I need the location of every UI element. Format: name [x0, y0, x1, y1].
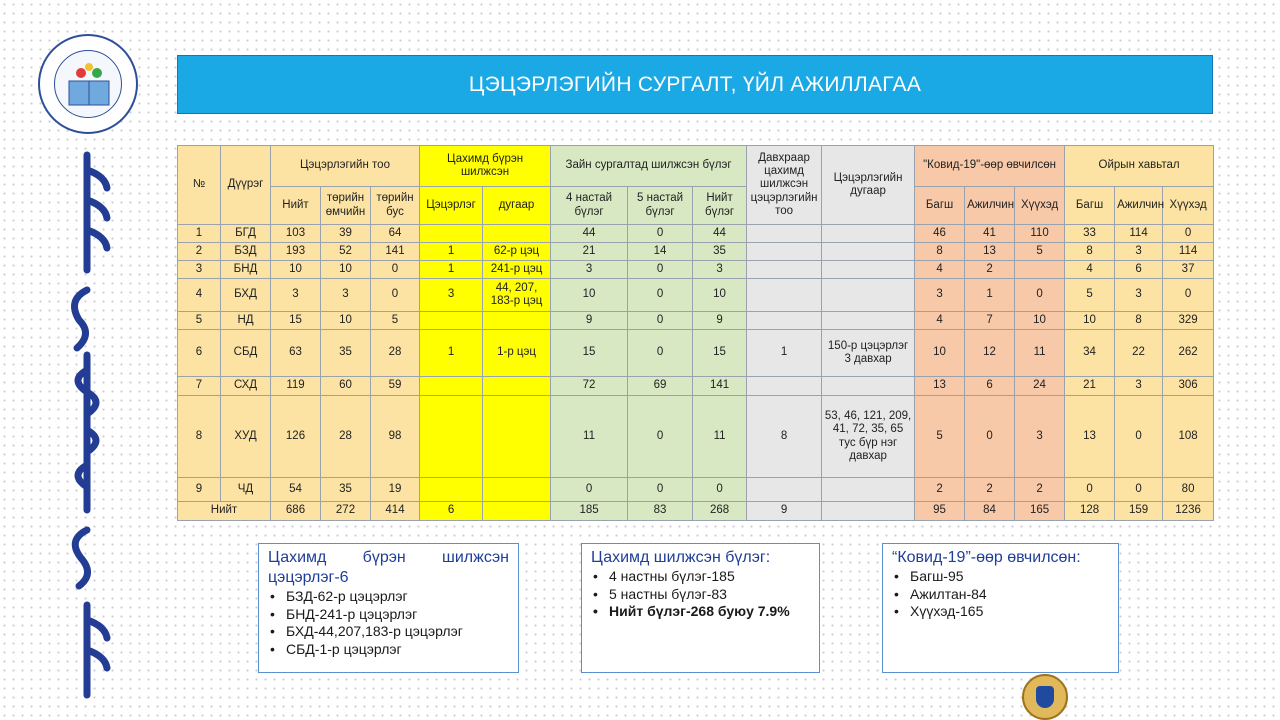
table-cell-fd — [747, 279, 822, 312]
table-cell-dnum: 44, 207, 183-р цэц — [483, 279, 551, 312]
table-cell-xc: 329 — [1163, 312, 1214, 330]
table-cell-state: 39 — [321, 225, 371, 243]
table-cell-a5: 0 — [628, 225, 693, 243]
list-item: • Багш-95 — [892, 568, 1109, 586]
table-cell-nonstate: 28 — [371, 330, 420, 377]
table-cell-ct: 2 — [915, 478, 965, 502]
table-cell-a4: 72 — [551, 377, 628, 396]
table-cell-fd — [747, 377, 822, 396]
table-cell-state: 35 — [321, 478, 371, 502]
header-floor-digital: Давхраар цахимд шилжсэн цэцэрлэгийн тоо — [747, 146, 822, 225]
table-row — [178, 279, 1214, 312]
table-cell-xs: 8 — [1115, 312, 1163, 330]
list-item: • СБД-1-р цэцэрлэг — [268, 641, 509, 659]
table-cell-ct: 4 — [915, 312, 965, 330]
table-cell-kn — [822, 279, 915, 312]
table-cell-a5: 0 — [628, 396, 693, 478]
header-contact-child: Хүүхэд — [1163, 187, 1214, 225]
header-contact: Ойрын хавьтал — [1065, 146, 1214, 187]
table-cell-no: 5 — [178, 312, 221, 330]
table-cell-dkg — [420, 478, 483, 502]
header-contact-teacher: Багш — [1065, 187, 1115, 225]
totals-cell: 83 — [628, 502, 693, 521]
table-cell-total: 10 — [271, 261, 321, 279]
table-cell-gt: 44 — [693, 225, 747, 243]
table-cell-dkg — [420, 396, 483, 478]
table-cell-state: 10 — [321, 312, 371, 330]
header-kg-numbers: Цэцэрлэгийн дугаар — [822, 146, 915, 225]
box1-list — [268, 588, 509, 658]
table-cell-total: 126 — [271, 396, 321, 478]
table-cell-dkg: 1 — [420, 330, 483, 377]
table-cell-dnum: 1-р цэц — [483, 330, 551, 377]
table-cell-cc: 110 — [1015, 225, 1065, 243]
digital-kg-summary-box — [258, 543, 519, 673]
table-cell-kn — [822, 261, 915, 279]
table-cell-a4: 11 — [551, 396, 628, 478]
table-cell-state: 60 — [321, 377, 371, 396]
table-cell-fd — [747, 261, 822, 279]
page-title: ЦЭЦЭРЛЭГИЙН СУРГАЛТ, ҮЙЛ АЖИЛЛАГАА — [177, 55, 1213, 114]
table-cell-cs: 13 — [965, 243, 1015, 261]
totals-cell: 6 — [420, 502, 483, 521]
table-cell-total: 54 — [271, 478, 321, 502]
totals-cell: 84 — [965, 502, 1015, 521]
table-cell-dnum: 241-р цэц — [483, 261, 551, 279]
totals-cell — [483, 502, 551, 521]
table-cell-kn — [822, 377, 915, 396]
table-cell-dkg: 1 — [420, 261, 483, 279]
box2-title: Цахимд шилжсэн бүлэг: — [591, 549, 771, 566]
list-item: • БНД-241-р цэцэрлэг — [268, 606, 509, 624]
table-cell-xs: 3 — [1115, 377, 1163, 396]
table-cell-dkg — [420, 312, 483, 330]
table-cell-nonstate: 0 — [371, 279, 420, 312]
table-cell-no: 9 — [178, 478, 221, 502]
table-cell-ct: 46 — [915, 225, 965, 243]
table-cell-cc: 2 — [1015, 478, 1065, 502]
table-cell-no: 4 — [178, 279, 221, 312]
table-cell-fd: 1 — [747, 330, 822, 377]
table-cell-xt: 8 — [1065, 243, 1115, 261]
table-cell-cs: 6 — [965, 377, 1015, 396]
table-cell-no: 3 — [178, 261, 221, 279]
table-cell-cs: 2 — [965, 261, 1015, 279]
table-cell-nonstate: 59 — [371, 377, 420, 396]
totals-cell: 95 — [915, 502, 965, 521]
table-cell-state: 35 — [321, 330, 371, 377]
table-cell-total: 63 — [271, 330, 321, 377]
table-cell-gt: 10 — [693, 279, 747, 312]
table-cell-xc: 306 — [1163, 377, 1214, 396]
table-cell-cc: 11 — [1015, 330, 1065, 377]
table-cell-dkg: 1 — [420, 243, 483, 261]
logo-emblem-icon — [54, 50, 122, 118]
table-cell-a4: 3 — [551, 261, 628, 279]
table-cell-state: 52 — [321, 243, 371, 261]
header-groups-total: Нийт бүлэг — [693, 187, 747, 225]
list-item: • 4 настны бүлэг-185 — [591, 568, 810, 586]
table-cell-fd: 8 — [747, 396, 822, 478]
table-cell-kn — [822, 312, 915, 330]
totals-cell: 185 — [551, 502, 628, 521]
table-row — [178, 243, 1214, 261]
header-digital-kg: Цэцэрлэг — [420, 187, 483, 225]
table-cell-cc: 10 — [1015, 312, 1065, 330]
table-cell-kn — [822, 478, 915, 502]
totals-row — [178, 502, 1214, 521]
table-row — [178, 330, 1214, 377]
table-cell-fd — [747, 225, 822, 243]
table-cell-a5: 0 — [628, 261, 693, 279]
table-cell-fd — [747, 243, 822, 261]
table-row — [178, 312, 1214, 330]
table-cell-cs: 0 — [965, 396, 1015, 478]
table-cell-kn: 150-р цэцэрлэг 3 давхар — [822, 330, 915, 377]
table-row — [178, 478, 1214, 502]
table-cell-a4: 9 — [551, 312, 628, 330]
totals-label: Нийт — [178, 502, 271, 521]
totals-cell: 128 — [1065, 502, 1115, 521]
table-cell-a5: 14 — [628, 243, 693, 261]
totals-cell: 272 — [321, 502, 371, 521]
table-cell-gt: 15 — [693, 330, 747, 377]
table-cell-xs: 0 — [1115, 396, 1163, 478]
list-item: • БЗД-62-р цэцэрлэг — [268, 588, 509, 606]
table-cell-cc: 0 — [1015, 279, 1065, 312]
table-cell-ct: 3 — [915, 279, 965, 312]
table-cell-cs: 7 — [965, 312, 1015, 330]
table-cell-no: 8 — [178, 396, 221, 478]
totals-cell: 159 — [1115, 502, 1163, 521]
table-cell-district: БГД — [221, 225, 271, 243]
table-cell-a4: 10 — [551, 279, 628, 312]
mongolian-script-decoration — [52, 150, 122, 700]
table-cell-a5: 0 — [628, 478, 693, 502]
table-cell-xs: 3 — [1115, 279, 1163, 312]
table-cell-kn — [822, 243, 915, 261]
digital-groups-summary-box — [581, 543, 820, 673]
table-cell-a5: 0 — [628, 330, 693, 377]
table-cell-gt: 3 — [693, 261, 747, 279]
totals-cell: 686 — [271, 502, 321, 521]
table-cell-total: 3 — [271, 279, 321, 312]
table-cell-xc: 37 — [1163, 261, 1214, 279]
table-cell-xt: 33 — [1065, 225, 1115, 243]
table-cell-xt: 4 — [1065, 261, 1115, 279]
table-cell-ct: 10 — [915, 330, 965, 377]
table-cell-xt: 21 — [1065, 377, 1115, 396]
table-cell-district: ХУД — [221, 396, 271, 478]
table-cell-state: 3 — [321, 279, 371, 312]
box1-title: Цахимд бүрэн шилжсэн цэцэрлэг-6 — [268, 549, 509, 586]
table-cell-total: 193 — [271, 243, 321, 261]
totals-cell: 165 — [1015, 502, 1065, 521]
table-cell-xs: 0 — [1115, 478, 1163, 502]
table-cell-xs: 22 — [1115, 330, 1163, 377]
table-cell-no: 6 — [178, 330, 221, 377]
list-item: • Ажилтан-84 — [892, 586, 1109, 604]
table-cell-a4: 21 — [551, 243, 628, 261]
table-cell-nonstate: 64 — [371, 225, 420, 243]
table-cell-kn: 53, 46, 121, 209, 41, 72, 35, 65 тус бүр нэг давхар — [822, 396, 915, 478]
table-cell-xc: 262 — [1163, 330, 1214, 377]
totals-cell: 414 — [371, 502, 420, 521]
table-cell-xs: 114 — [1115, 225, 1163, 243]
list-item: • Нийт бүлэг-268 буюу 7.9% — [591, 603, 810, 621]
table-cell-ct: 13 — [915, 377, 965, 396]
box3-title: “Ковид-19”-өөр өвчилсөн: — [892, 549, 1081, 566]
table-cell-ct: 8 — [915, 243, 965, 261]
table-row — [178, 261, 1214, 279]
table-cell-district: СХД — [221, 377, 271, 396]
table-cell-gt: 9 — [693, 312, 747, 330]
table-cell-xc: 108 — [1163, 396, 1214, 478]
table-cell-nonstate: 141 — [371, 243, 420, 261]
table-cell-no: 1 — [178, 225, 221, 243]
table-cell-dnum — [483, 312, 551, 330]
table-cell-no: 2 — [178, 243, 221, 261]
table-cell-fd — [747, 312, 822, 330]
box3-list — [892, 568, 1109, 621]
table-cell-nonstate: 98 — [371, 396, 420, 478]
list-item: • Хүүхэд-165 — [892, 603, 1109, 621]
table-cell-nonstate: 5 — [371, 312, 420, 330]
table-cell-cc: 5 — [1015, 243, 1065, 261]
table-cell-xt: 10 — [1065, 312, 1115, 330]
table-cell-a4: 44 — [551, 225, 628, 243]
header-covid-teacher: Багш — [915, 187, 965, 225]
table-cell-gt: 141 — [693, 377, 747, 396]
table-cell-dnum — [483, 478, 551, 502]
state-emblem-icon — [1022, 674, 1068, 720]
header-kg-count: Цэцэрлэгийн тоо — [271, 146, 420, 187]
table-cell-cs: 41 — [965, 225, 1015, 243]
header-contact-staff: Ажилчин — [1115, 187, 1163, 225]
table-cell-nonstate: 0 — [371, 261, 420, 279]
kindergarten-stats-table — [177, 145, 1214, 521]
table-cell-total: 15 — [271, 312, 321, 330]
table-cell-dnum — [483, 225, 551, 243]
table-cell-nonstate: 19 — [371, 478, 420, 502]
table-cell-dkg — [420, 377, 483, 396]
table-cell-dkg: 3 — [420, 279, 483, 312]
table-cell-a5: 0 — [628, 312, 693, 330]
header-kg-state: төрийн өмчийн — [321, 187, 371, 225]
ministry-logo — [38, 34, 138, 134]
table-cell-xc: 114 — [1163, 243, 1214, 261]
header-district: Дүүрэг — [221, 146, 271, 225]
table-cell-state: 10 — [321, 261, 371, 279]
table-cell-xt: 5 — [1065, 279, 1115, 312]
table-cell-district: НД — [221, 312, 271, 330]
table-cell-district: ЧД — [221, 478, 271, 502]
table-cell-no: 7 — [178, 377, 221, 396]
table-cell-fd — [747, 478, 822, 502]
table-cell-ct: 5 — [915, 396, 965, 478]
table-cell-cc — [1015, 261, 1065, 279]
totals-cell: 268 — [693, 502, 747, 521]
box2-list — [591, 568, 810, 621]
table-cell-xc: 80 — [1163, 478, 1214, 502]
table-cell-cs: 12 — [965, 330, 1015, 377]
table-cell-dnum: 62-р цэц — [483, 243, 551, 261]
table-cell-a5: 69 — [628, 377, 693, 396]
table-cell-total: 103 — [271, 225, 321, 243]
table-cell-xt: 0 — [1065, 478, 1115, 502]
table-cell-gt: 35 — [693, 243, 747, 261]
table-cell-a4: 0 — [551, 478, 628, 502]
table-cell-xc: 0 — [1163, 225, 1214, 243]
header-kg-total: Нийт — [271, 187, 321, 225]
header-no: № — [178, 146, 221, 225]
table-cell-ct: 4 — [915, 261, 965, 279]
header-kg-nonstate: төрийн бус — [371, 187, 420, 225]
header-digital-number: дугаар — [483, 187, 551, 225]
table-cell-district: БНД — [221, 261, 271, 279]
table-cell-total: 119 — [271, 377, 321, 396]
table-cell-xc: 0 — [1163, 279, 1214, 312]
table-cell-dkg — [420, 225, 483, 243]
table-cell-dnum — [483, 396, 551, 478]
table-cell-cs: 2 — [965, 478, 1015, 502]
table-cell-gt: 0 — [693, 478, 747, 502]
table-cell-state: 28 — [321, 396, 371, 478]
header-covid-staff: Ажилчин — [965, 187, 1015, 225]
table-cell-cc: 24 — [1015, 377, 1065, 396]
totals-cell: 9 — [747, 502, 822, 521]
table-cell-xt: 13 — [1065, 396, 1115, 478]
totals-cell — [822, 502, 915, 521]
table-cell-kn — [822, 225, 915, 243]
covid-summary-box — [882, 543, 1119, 673]
table-cell-district: БХД — [221, 279, 271, 312]
table-cell-gt: 11 — [693, 396, 747, 478]
header-digital-full: Цахимд бүрэн шилжсэн — [420, 146, 551, 187]
list-item: • БХД-44,207,183-р цэцэрлэг — [268, 623, 509, 641]
table-cell-a4: 15 — [551, 330, 628, 377]
header-covid: "Ковид-19"-өөр өвчилсөн — [915, 146, 1065, 187]
table-cell-xt: 34 — [1065, 330, 1115, 377]
table-cell-a5: 0 — [628, 279, 693, 312]
table-cell-cc: 3 — [1015, 396, 1065, 478]
list-item: • 5 настны бүлэг-83 — [591, 586, 810, 604]
table-cell-district: СБД — [221, 330, 271, 377]
table-cell-dnum — [483, 377, 551, 396]
table-row — [178, 396, 1214, 478]
header-age4: 4 настай бүлэг — [551, 187, 628, 225]
table-row — [178, 225, 1214, 243]
header-good-groups: Зайн сургалтад шилжсэн бүлэг — [551, 146, 747, 187]
header-covid-child: Хүүхэд — [1015, 187, 1065, 225]
table-cell-cs: 1 — [965, 279, 1015, 312]
table-cell-xs: 3 — [1115, 243, 1163, 261]
table-cell-xs: 6 — [1115, 261, 1163, 279]
table-row — [178, 377, 1214, 396]
table-cell-district: БЗД — [221, 243, 271, 261]
totals-cell: 1236 — [1163, 502, 1214, 521]
header-age5: 5 настай бүлэг — [628, 187, 693, 225]
